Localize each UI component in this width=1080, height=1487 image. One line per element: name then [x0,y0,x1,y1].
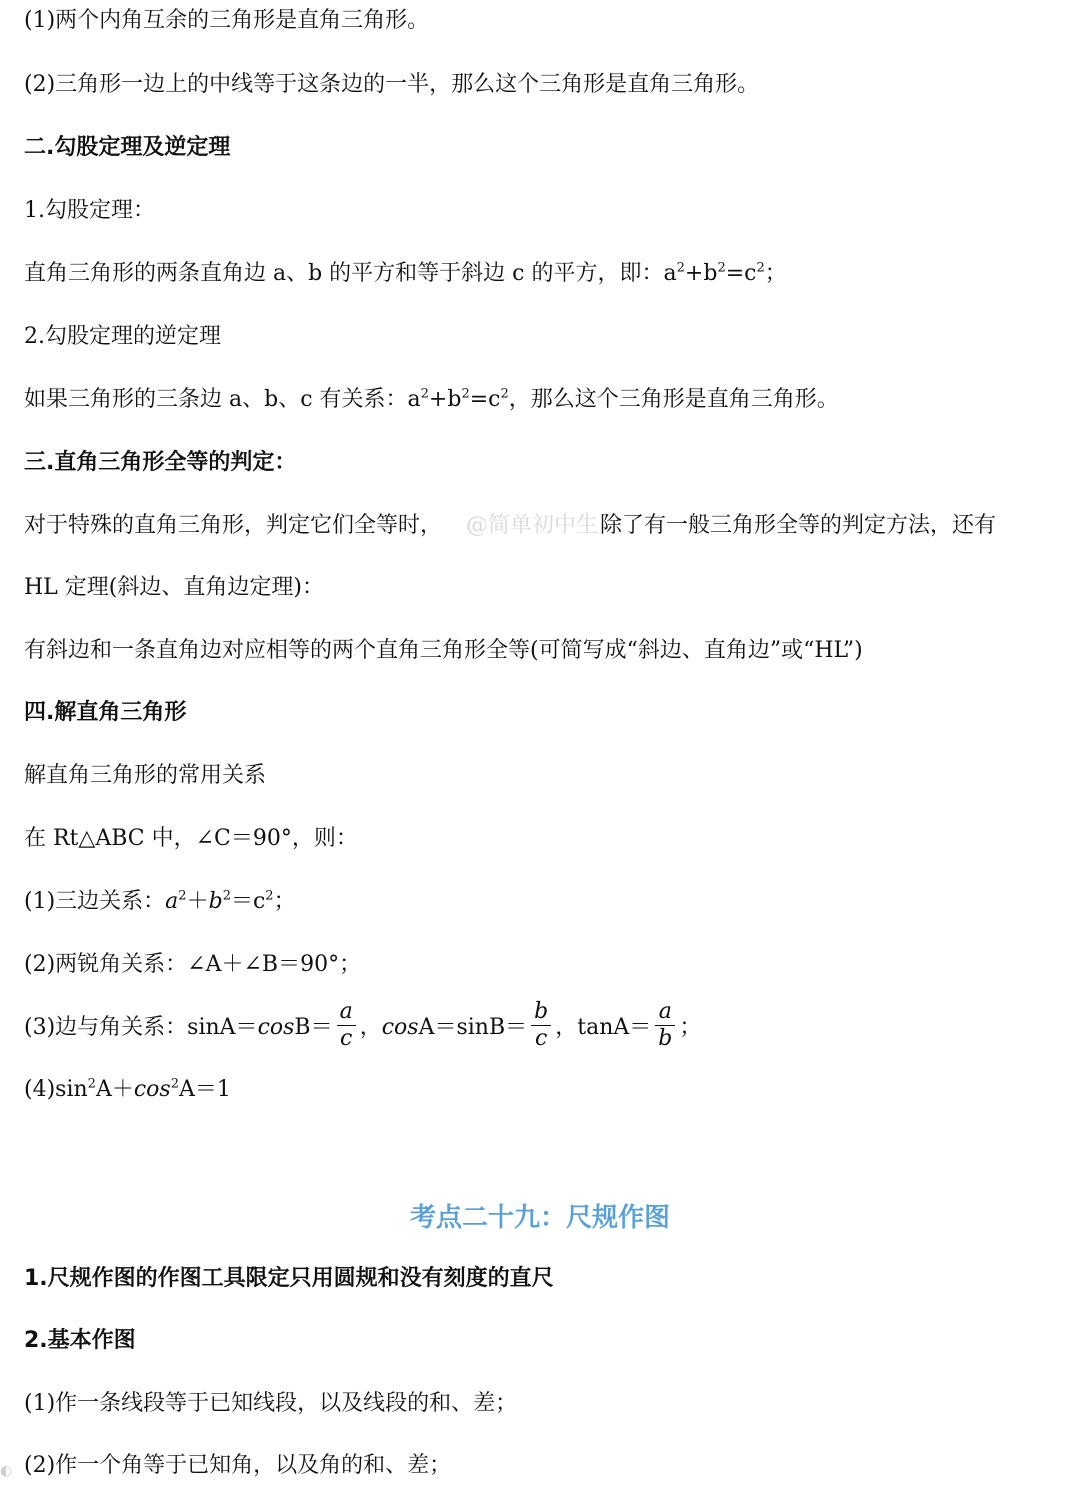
construct-angle: (2)作一个角等于已知角，以及角的和、差； [24,1453,452,1478]
basic-constructions-heading: 2.基本作图 [24,1328,136,1353]
pythagorean-formula: $a^2+b^2=c^2$； [663,260,787,286]
item-complementary-angles: (1)两个内角互余的三角形是直角三角形。 [24,8,430,33]
acute-angles-relation: (2)两锐角关系：∠A＋∠B＝90°； [24,952,362,977]
side-angle-formulas: sinA＝cosB＝ $\frac{a}{c}$ ，cosA＝sinB＝ $\frac{b}{c}$ ，tanA＝ $\frac{a}{b}$ ； [187,998,702,1051]
identity-formula: $(4)\sin^2A+\cos^2A=1$ [24,1076,231,1102]
converse-statement [24,385,1070,415]
pythagorean-statement-text: 直角三角形的两条直角边 a、b 的平方和等于斜边 c 的平方，即： [24,261,664,286]
congruence-intro-b: 除了有一般三角形全等的判定方法，还有 [600,513,997,538]
side-angle-label: (3)边与角关系： [24,1015,188,1040]
pythagorean-statement [24,259,1070,289]
heading-pythagorean: 二.勾股定理及逆定理 [24,135,231,160]
three-sides-formula: $a^2+b^2=c^2$； [165,888,296,914]
subheading-converse: 2.勾股定理的逆定理 [24,324,221,349]
compass-tools: 1.尺规作图的作图工具限定只用圆规和没有刻度的直尺 [24,1266,554,1291]
heading-congruence: 三.直角三角形全等的判定： [24,450,297,475]
corner-watermark-icon: ◐ [0,1463,13,1479]
converse-statement-tail: ，那么这个三角形是直角三角形。 [508,387,839,412]
rt-triangle-condition: 在 Rt△ABC 中，∠C＝90°，则： [24,826,358,851]
subheading-pythagorean-theorem: 1.勾股定理： [24,198,155,223]
converse-formula: $a^2+b^2=c^2$ [407,386,509,412]
solving-relations-title: 解直角三角形的常用关系 [24,763,267,788]
construct-segment: (1)作一条线段等于已知线段，以及线段的和、差； [24,1391,518,1416]
side-angle-relation [24,1000,1070,1056]
congruence-intro [24,511,1070,541]
section-title: 考点二十九：尺规作图 [409,1203,670,1233]
converse-statement-text: 如果三角形的三条边 a、b、c 有关系： [24,387,408,412]
fraction-b-over-c: $\frac{b}{c}$ [531,999,551,1052]
congruence-intro-a: 对于特殊的直角三角形，判定它们全等时， [24,513,443,538]
fraction-a-over-b: $\frac{a}{b}$ [655,999,675,1052]
hl-theorem-statement: 有斜边和一条直角边对应相等的两个直角三角形全等(可简写成“斜边、直角边”或“HL”) [24,638,863,663]
item-median-half-side: (2)三角形一边上的中线等于这条边的一半，那么这个三角形是直角三角形。 [24,72,760,97]
watermark-text: @简单初中生 [466,513,599,538]
heading-solving: 四.解直角三角形 [24,700,187,725]
fraction-a-over-c: $\frac{a}{c}$ [337,999,356,1052]
three-sides-label: (1)三边关系： [24,889,166,914]
three-sides-relation [24,887,1070,917]
hl-theorem-line: HL 定理(斜边、直角边定理)： [24,575,324,600]
